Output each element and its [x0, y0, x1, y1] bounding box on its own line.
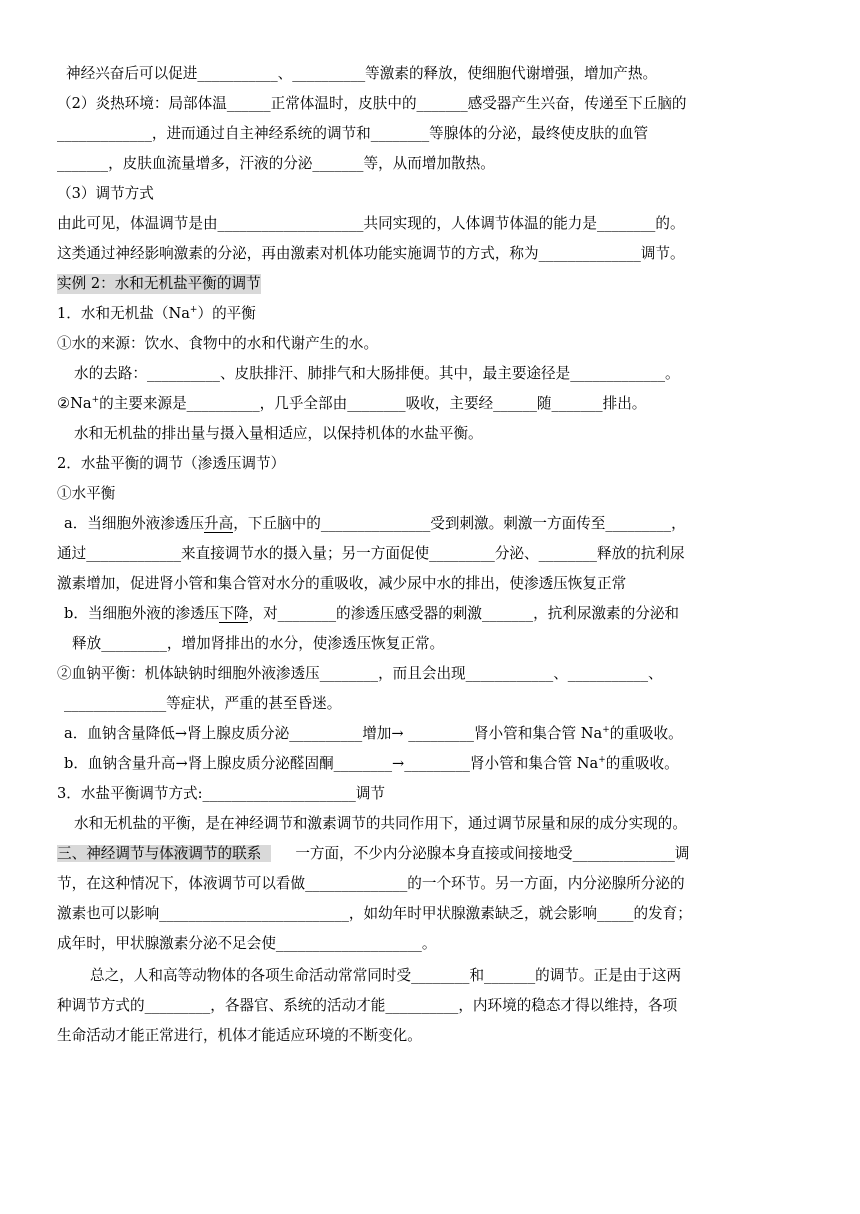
- text-line: [64, 724, 683, 744]
- text-line: 种调节方式的_________，各器官、系统的活动才能__________，内环境的稳态才得以维持，各项: [57, 997, 678, 1014]
- text-line: [57, 394, 646, 414]
- text-line: 通过_____________来直接调节水的摄入量；另一方面促使_________分泌、________释放的抗利尿: [57, 545, 685, 562]
- numbered-heading: 3．水盐平衡调节方式:_____________________调节: [57, 785, 385, 802]
- text-line: ②血钠平衡：机体缺钠时细胞外液渗透压________，而且会出现____________、___________、: [57, 665, 663, 682]
- text-line: 水和无机盐的排出量与摄入量相适应，以保持机体的水盐平衡。: [74, 425, 483, 442]
- text-line: 总之，人和高等动物体的各项生命活动常常同时受________和_______的调节。正是由于这两: [90, 967, 682, 984]
- text-segment: a．当细胞外液渗透压: [64, 515, 205, 532]
- text-line: [57, 844, 689, 864]
- text-line: 成年时，甲状腺激素分泌不足会使____________________。: [57, 935, 437, 952]
- text-line: _____________，进而通过自主神经系统的调节和________等腺体的分泌，最终使皮肤的血管: [57, 125, 649, 142]
- text-line: 水的去路：__________、皮肤排汗、肺排气和大肠排便。其中，最主要途径是_____________。: [74, 365, 680, 382]
- text-line: ①水的来源：饮水、食物中的水和代谢产生的水。: [57, 335, 379, 352]
- underlined-term: 升高: [204, 515, 234, 532]
- text-line: ______________等症状，严重的甚至昏迷。: [64, 695, 342, 712]
- text-line: 由此可见，体温调节是由____________________共同实现的，人体调节体温的能力是________的。: [57, 215, 685, 232]
- text-line: 这类通过神经影响激素的分泌，再由激素对机体功能实施调节的方式，称为______________调节。: [57, 245, 685, 262]
- text-line: 激素也可以影响__________________________，如幼年时甲状腺激素缺乏，就会影响_____的发育；: [57, 905, 692, 922]
- text-line: （2）炎热环境：局部体温______正常体温时，皮肤中的_______感受器产生兴奋，传递至下丘脑的: [57, 95, 687, 112]
- text-line: [64, 604, 679, 624]
- text-segment: 的重吸收。: [605, 755, 679, 772]
- text-line: 生命活动才能正常进行，机体才能适应环境的不断变化。: [57, 1027, 422, 1044]
- heading-text: ）的平衡: [197, 305, 256, 322]
- heading-text: 1．水和无机盐（Na: [57, 305, 190, 322]
- text-line: 水和无机盐的平衡，是在神经调节和激素调节的共同作用下，通过调节尿量和尿的成分实现的。: [74, 815, 687, 832]
- section-heading-highlighted: 实例 2：水和无机盐平衡的调节: [57, 275, 261, 292]
- superscript-plus: +: [189, 305, 198, 316]
- text-line: ①水平衡: [57, 485, 116, 502]
- superscript-plus: +: [91, 395, 100, 406]
- text-segment: a．血钠含量降低→肾上腺皮质分泌__________增加→ _________肾小管和集合管 Na: [64, 725, 603, 742]
- text-segment: 的主要来源是__________，几乎全部由________吸收，主要经______随_______排出。: [99, 395, 647, 412]
- text-line: 激素增加，促进肾小管和集合管对水分的重吸收，减少尿中水的排出，使渗透压恢复正常: [57, 575, 627, 592]
- text-line: [64, 514, 686, 534]
- section-heading: （3）调节方式: [57, 185, 154, 202]
- text-line: _______，皮肤血流量增多，汗液的分泌_______等，从而增加散热。: [57, 155, 495, 172]
- text-segment: ②Na: [57, 395, 92, 412]
- text-line: 节，在这种情况下，体液调节可以看做______________的一个环节。另一方面，内分泌腺所分泌的: [57, 875, 685, 892]
- superscript-plus: +: [602, 725, 610, 736]
- text-segment: ，对________的渗透压感受器的刺激_______，抗利尿激素的分泌和: [248, 605, 680, 622]
- text-segment: 的重吸收。: [609, 725, 683, 742]
- text-segment: ，下丘脑中的_______________受到刺激。刺激一方面传至_________，: [233, 515, 686, 532]
- superscript-plus: +: [598, 755, 606, 766]
- text-line: 神经兴奋后可以促进___________、__________等激素的释放，使细胞代谢增强，增加产热。: [66, 65, 658, 82]
- numbered-heading: 2．水盐平衡的调节（渗透压调节）: [57, 455, 286, 472]
- underlined-term: 下降: [219, 605, 249, 622]
- section-heading-highlighted: 三、神经调节与体液调节的联系: [57, 845, 271, 862]
- text-line: [64, 754, 679, 774]
- text-segment: 一方面，不少内分泌腺本身直接或间接地受______________调: [295, 845, 690, 862]
- text-line: 释放_________，增加肾排出的水分，使渗透压恢复正常。: [72, 635, 445, 652]
- text-segment: b．当细胞外液的渗透压: [64, 605, 220, 622]
- numbered-heading: [57, 304, 256, 324]
- text-segment: b．血钠含量升高→肾上腺皮质分泌醛固酮________→_________肾小管和集合管 Na: [64, 755, 599, 772]
